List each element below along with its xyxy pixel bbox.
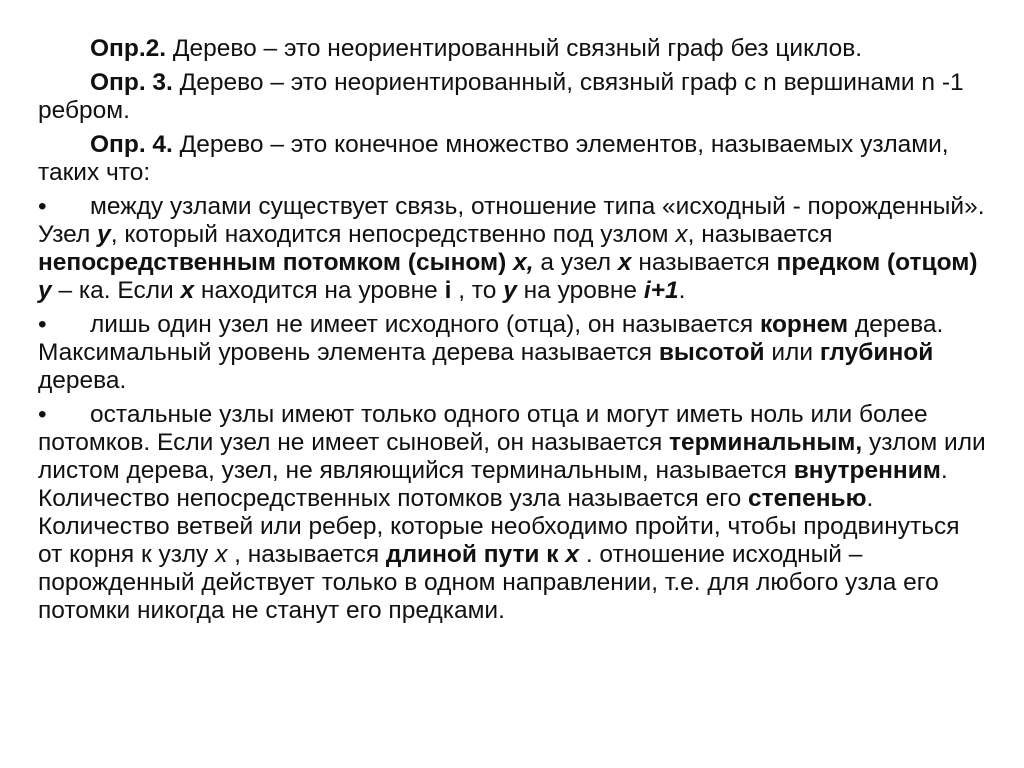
text-run: лишь один узел не имеет исходного (отца), он называется: [90, 311, 761, 338]
term-height: высотой: [658, 339, 765, 366]
text-run: на уровне: [516, 277, 644, 304]
text-run: находится на уровне: [194, 277, 445, 304]
definition-text: Дерево – это неориентированный связный граф без циклов.: [166, 35, 863, 62]
term-direct-descendant: непосредственным потомком (сыном): [38, 249, 507, 276]
variable-i-plus-1: i+1: [643, 277, 679, 304]
text-run: или: [764, 339, 820, 366]
text-run: а узел: [533, 249, 618, 276]
text-run: , который находится непосредственно под узлом: [110, 221, 676, 248]
term-depth: глубиной: [819, 339, 934, 366]
text-run: между узлами существует связь, отношение типа «исходный - порожденный». Узел: [38, 193, 985, 248]
text-run: . Количество непосредственных потомков узла называется его: [38, 457, 948, 512]
text-run: , называется: [227, 541, 386, 568]
definition-3: [38, 69, 990, 125]
slide-content: [38, 35, 990, 631]
text-run: называется: [631, 249, 777, 276]
definition-2: [38, 35, 990, 63]
text-run: . Количество ветвей или ребер, которые необходимо пройти, чтобы продвинуться от корня к узлу: [38, 485, 960, 568]
bullet-item-root: [38, 311, 990, 395]
variable-x: x,: [513, 249, 534, 276]
term-path-length: длиной пути к: [385, 541, 566, 568]
text-run: , называется: [687, 221, 833, 248]
text-run: остальные узлы имеют только одного отца и могут иметь ноль или более потомков. Если узел не имеет сыновей, он называется: [38, 401, 928, 456]
variable-x: x: [617, 249, 632, 276]
text-run: – ка. Если: [51, 277, 181, 304]
variable-x: x: [215, 541, 228, 568]
definition-text: Дерево – это неориентированный, связный граф с n вершинами n -1 ребром.: [38, 69, 964, 124]
text-run: .: [678, 277, 686, 304]
variable-i: i: [444, 277, 452, 304]
variable-x: x: [675, 221, 688, 248]
definition-label: Опр. 3.: [90, 69, 173, 96]
term-ancestor: предком (отцом): [776, 249, 978, 276]
definition-text: Дерево – это конечное множество элементов, называемых узлами, таких что:: [38, 131, 949, 186]
text-run: узлом или листом дерева, узел, не являющийся терминальным, называется: [38, 429, 986, 484]
term-internal: внутренним: [793, 457, 941, 484]
bullet-mark: •: [38, 311, 47, 338]
variable-y: y: [503, 277, 517, 304]
bullet-mark: •: [38, 401, 47, 428]
text-run: дерева.: [38, 367, 127, 394]
bullet-mark: •: [38, 193, 47, 220]
variable-x: x: [565, 541, 580, 568]
term-root: корнем: [760, 311, 849, 338]
term-terminal: терминальным,: [669, 429, 863, 456]
definition-label: Опр. 4.: [90, 131, 173, 158]
variable-y: y: [97, 221, 111, 248]
definition-4: [38, 131, 990, 187]
text-run: дерева. Максимальный уровень элемента дерева называется: [38, 311, 944, 366]
text-run: , то: [451, 277, 504, 304]
variable-y: y: [38, 277, 52, 304]
text-run: . отношение исходный – порожденный действует только в одном направлении, т.е. для любого узла его потомки никогда не станут его предками.: [38, 541, 939, 624]
bullet-item-terminal: [38, 401, 990, 625]
bullet-item-relations: [38, 193, 990, 305]
term-degree: степенью: [748, 485, 867, 512]
definition-label: Опр.2.: [90, 35, 167, 62]
variable-x: x: [180, 277, 195, 304]
